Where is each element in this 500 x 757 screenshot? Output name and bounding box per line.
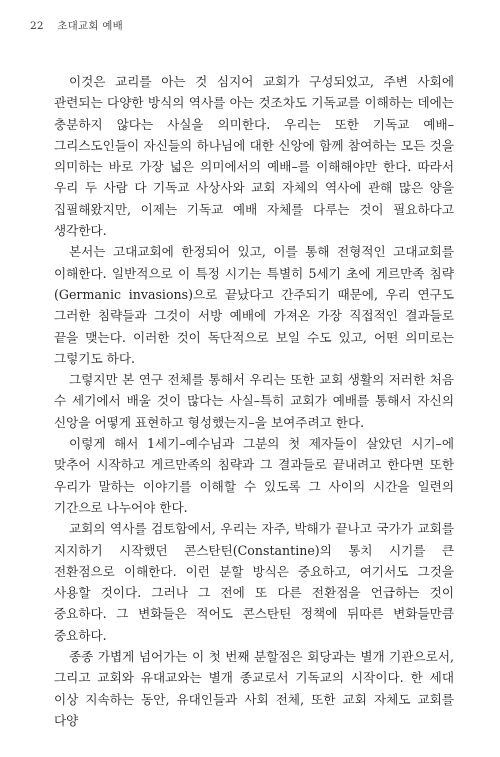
body-text	[54, 71, 454, 731]
page-number: 22	[30, 20, 44, 32]
paragraph-5: 교회의 역사를 검토함에서, 우리는 자주, 박해가 끝나고 국가가 교회를 지지하기 시작했던 콘스탄틴(Constantine)의 통치 시기를 큰 전환점으로 이해한다. 이런 분할 방식은 중요하고, 여기서도 그것을 사용할 것이다. 그러나 그 전에 또 다른 전환점을 언급하는 것이 중요하다. 그 변화들은 적어도 콘스탄틴 정책에 뒤따른 변화들만큼 중요하다.	[54, 521, 454, 643]
running-header	[30, 18, 123, 33]
paragraph-2: 본서는 고대교회에 한정되어 있고, 이를 통해 전형적인 고대교회를 이해한다. 일반적으로 이 특정 시기는 특별히 5세기 초에 게르만족 침략(Germanic invasions)으로 끝났다고 간주되기 때문에, 우리 연구도 그러한 침략들과 그것이 서방 예배에 가져온 가장 직접적인 결과들로 끝을 맺는다. 이러한 것이 독단적으로 보일 수도 있고, 어떤 의미로는 그렇기도 하다.	[54, 244, 454, 366]
paragraph-6: 종종 가볍게 넘어가는 이 첫 번째 분할점은 회당과는 별개 기관으로서, 그리고 교회와 유대교와는 별개 종교로서 기독교의 시작이다. 한 세대 이상 지속하는 동안, 유대인들과 사회 전체, 또한 교회 자체도 교회를 다양	[54, 649, 454, 728]
paragraph-3: 그렇지만 본 연구 전체를 통해서 우리는 또한 교회 생활의 저러한 처음 수 세기에서 배울 것이 많다는 사실–특히 교회가 예배를 통해서 자신의 신앙을 어떻게 표현하고 형성했는지–을 보여주려고 한다.	[54, 372, 454, 430]
running-title: 초대교회 예배	[57, 20, 123, 32]
paragraph-1: 이것은 교리를 아는 것 심지어 교회가 구성되었고, 주변 사회에 관련되는 다양한 방식의 역사를 아는 것조차도 기독교를 이해하는 데에는 충분하지 않다는 사실을 의미한다. 우리는 또한 기독교 예배–그리스도인들이 자신들의 하나님에 대한 신앙에 함께 참여하는 모든 것을 의미하는 바로 가장 넓은 의미에서의 예배–를 이해해야만 한다. 따라서 우리 두 사람 다 기독교 사상사와 교회 자체의 역사에 관해 많은 양을 집필해왔지만, 이제는 기독교 예배 자체를 다루는 것이 필요하다고 생각한다.	[54, 74, 454, 239]
paragraph-4: 이렇게 해서 1세기–예수님과 그분의 첫 제자들이 살았던 시기–에 맞추어 시작하고 게르만족의 침략과 그 결과들로 끝내려고 한다면 또한 우리가 말하는 이야기를 이해할 수 있도록 그 사이의 시간을 일련의 기간으로 나누어야 한다.	[54, 436, 454, 515]
